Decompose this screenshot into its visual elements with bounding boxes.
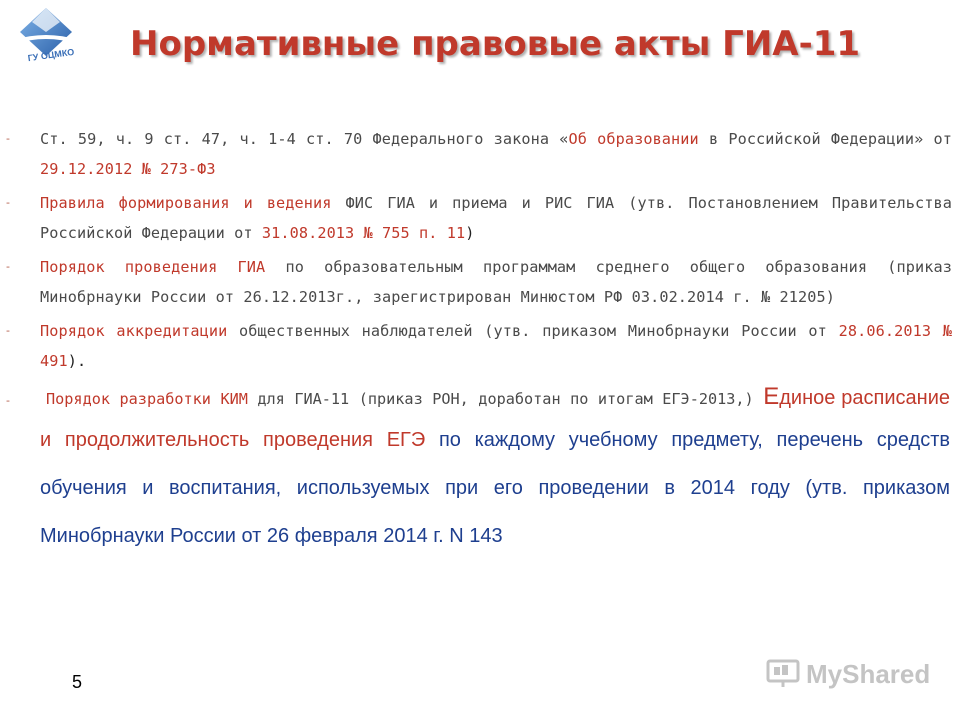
schedule-description: по каждому учебному предмету, перечень средств обучения и воспитания, используемых при его проведении в 2014 году (утв. приказом Минобрнауки России от 26 февраля 2014 г. N 143 (40, 429, 950, 547)
watermark-presentation-icon (766, 659, 800, 689)
law-name: Об образовании (568, 130, 699, 148)
act-date: 31.08.2013 № 755 п. 11 (261, 224, 466, 242)
list-item: - Порядок проведения ГИА по образовательным программам среднего общего образования (приказ Минобрнауки России от 26.12.2013г., зарегистрирован Минюстом РФ 03.02.2014 г. № 21205) (6, 258, 952, 306)
list-item: - Порядок разработки КИМ для ГИА-11 (приказ РОН, доработан по итогам ЕГЭ-2013,) Единое расписание и продолжительность проведения ЕГЭ по каждому учебному предмету, перечень средств обучения и воспитания, используемых при его проведении в 2014 году (утв. приказом Минобрнауки России от 26 февраля 2014 г. N 143 (6, 383, 950, 547)
list-bullet: - (6, 196, 10, 209)
act-name: Порядок аккредитации (40, 322, 228, 340)
list-item: - Правила формирования и ведения ФИС ГИА и приема и РИС ГИА (утв. Постановлением Правительства Российской Федерации от 31.08.2013 № 755 п. 11) (6, 194, 953, 242)
list-item: - Порядок аккредитации общественных наблюдателей (утв. приказом Минобрнауки России от 28.06.2013 № 491). (6, 322, 953, 370)
list-bullet: - (6, 324, 10, 337)
organization-logo (2, 2, 90, 74)
act-name: Правила формирования и ведения (40, 194, 332, 212)
watermark (766, 656, 930, 692)
legal-acts-list (0, 124, 960, 560)
act-name: Порядок разработки КИМ (46, 390, 248, 408)
list-item: - Ст. 59, ч. 9 ст. 47, ч. 1-4 ст. 70 Федерального закона «Об образовании в Российской Федерации» от 29.12.2012 № 273-ФЗ (6, 130, 952, 178)
logo-text: ГУ ОЦМКО (27, 46, 75, 64)
schedule-title: диное расписание и продолжительность проведения ЕГЭ (40, 387, 950, 451)
dropcap-letter: Е (763, 383, 780, 410)
list-bullet: - (6, 394, 10, 407)
law-date: 29.12.2012 № 273-ФЗ (40, 160, 216, 178)
list-bullet: - (6, 132, 10, 145)
page-number: 5 (72, 672, 83, 692)
slide-title: Нормативные правовые акты ГИА-11 (130, 24, 861, 64)
list-bullet: - (6, 260, 10, 273)
act-name: Порядок проведения ГИА (40, 258, 266, 276)
act-date: 28.06.2013 № 491 (40, 322, 953, 370)
watermark-text: MyShared (806, 658, 931, 689)
